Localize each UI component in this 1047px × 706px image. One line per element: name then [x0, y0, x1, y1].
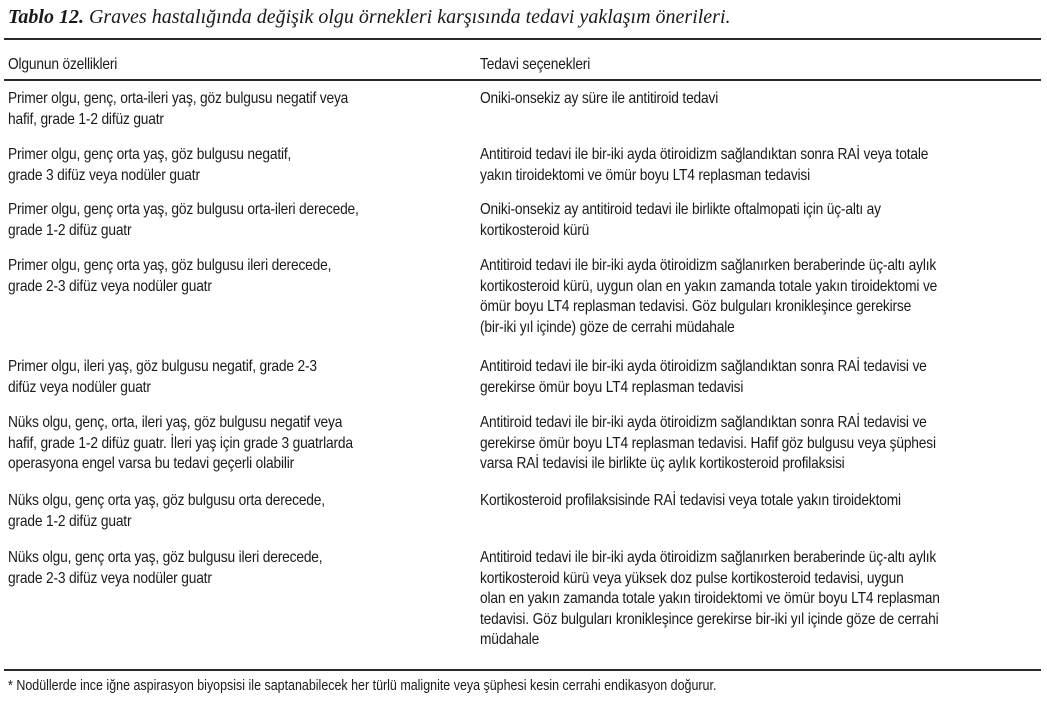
- cell-line: kortikosteroid kürü: [480, 221, 590, 239]
- cell-line: hafif, grade 1-2 difüz guatr. İleri yaş için grade 3 guatrlarda: [8, 434, 353, 452]
- cell-line: Antitiroid tedavi ile bir-iki ayda ötiroidizm sağlandıktan sonra RAİ veya totale: [480, 146, 929, 163]
- cell-line: Antitiroid tedavi ile bir-iki ayda ötiroidizm sağlanırken beraberinde üç-altı aylık: [480, 549, 937, 566]
- cell-line: olan en yakın zamanda totale yakın tiroidektomi ve ömür boyu LT4 replasman: [480, 590, 940, 607]
- treatment-cell: [480, 200, 881, 241]
- column-header-treatment: Tedavi seçenekleri: [480, 56, 591, 73]
- cell-line: varsa RAİ tedavisi ile birlikte üç aylık kortikosteroid profilaksisi: [480, 455, 845, 472]
- cell-line: yakın tiroidektomi ve ömür boyu LT4 replasman tedavisi: [480, 166, 811, 184]
- cell-line: Primer olgu, genç orta yaş, göz bulgusu ileri derecede,: [8, 257, 332, 274]
- case-cell: [8, 491, 325, 532]
- cell-line: ömür boyu LT4 replasman tedavisi. Göz bulguları kronikleşince gerekirse: [480, 298, 912, 315]
- cell-line: grade 2-3 difüz veya nodüler guatr: [8, 569, 212, 587]
- treatment-cell: [480, 256, 937, 338]
- treatment-cell: [480, 89, 718, 110]
- bottom-rule: [4, 669, 1041, 671]
- case-cell: [8, 413, 353, 475]
- cell-line: Nüks olgu, genç orta yaş, göz bulgusu ileri derecede,: [8, 549, 323, 566]
- cell-line: Primer olgu, genç orta yaş, göz bulgusu negatif,: [8, 146, 292, 163]
- case-cell: [8, 145, 291, 186]
- treatment-cell: [480, 548, 940, 651]
- footnote: * Nodüllerde ince iğne aspirasyon biyopsisi ile saptanabilecek her türlü malignite veya şüphesi kesin cerrahi endikasyon doğurur.: [8, 678, 717, 694]
- cell-line: kortikosteroid kürü, uygun olan en yakın zamanda totale yakın tiroidektomi ve: [480, 277, 938, 295]
- cell-line: Antitiroid tedavi ile bir-iki ayda ötiroidizm sağlanırken beraberinde üç-altı aylık: [480, 257, 937, 274]
- table-caption: [8, 4, 731, 30]
- cell-line: Oniki-onsekiz ay süre ile antitiroid tedavi: [480, 90, 719, 107]
- cell-line: grade 3 difüz veya nodüler guatr: [8, 166, 200, 184]
- treatment-cell: [480, 413, 936, 475]
- cell-line: operasyona engel varsa bu tedavi geçerli olabilir: [8, 455, 295, 472]
- cell-line: Nüks olgu, genç, orta, ileri yaş, göz bulgusu negatif veya: [8, 414, 343, 431]
- cell-line: tedavisi. Göz bulguları kronikleşince gerekirse bir-iki yıl içinde göze de cerrahi: [480, 610, 939, 628]
- case-cell: [8, 89, 348, 130]
- cell-line: müdahale: [480, 631, 540, 648]
- cell-line: hafif, grade 1-2 difüz guatr: [8, 110, 164, 128]
- case-cell: [8, 200, 359, 241]
- treatment-cell: [480, 145, 928, 186]
- cell-line: Antitiroid tedavi ile bir-iki ayda ötiroidizm sağlandıktan sonra RAİ tedavisi ve: [480, 358, 927, 375]
- cell-line: Kortikosteroid profilaksisinde RAİ tedavisi veya totale yakın tiroidektomi: [480, 492, 901, 509]
- cell-line: Primer olgu, genç, orta-ileri yaş, göz bulgusu negatif veya: [8, 90, 349, 107]
- cell-line: grade 1-2 difüz guatr: [8, 221, 132, 239]
- treatment-cell: [480, 491, 901, 512]
- top-rule: [4, 38, 1041, 40]
- treatment-cell: [480, 357, 927, 398]
- cell-line: Primer olgu, genç orta yaş, göz bulgusu orta-ileri derecede,: [8, 201, 359, 218]
- cell-line: grade 2-3 difüz veya nodüler guatr: [8, 277, 212, 295]
- table-number: Tablo 12.: [8, 6, 84, 28]
- cell-line: (bir-iki yıl içinde) göze de cerrahi müdahale: [480, 318, 735, 336]
- cell-line: Oniki-onsekiz ay antitiroid tedavi ile birlikte oftalmopati için üç-altı ay: [480, 201, 881, 218]
- cell-line: Primer olgu, ileri yaş, göz bulgusu negatif, grade 2-3: [8, 358, 317, 375]
- cell-line: Antitiroid tedavi ile bir-iki ayda ötiroidizm sağlandıktan sonra RAİ tedavisi ve: [480, 414, 927, 431]
- cell-line: kortikosteroid kürü veya yüksek doz pulse kortikosteroid tedavisi, uygun: [480, 569, 904, 587]
- cell-line: difüz veya nodüler guatr: [8, 378, 151, 396]
- case-cell: [8, 548, 322, 589]
- cell-line: gerekirse ömür boyu LT4 replasman tedavisi: [480, 378, 744, 396]
- case-cell: [8, 357, 317, 398]
- table-title: Graves hastalığında değişik olgu örnekleri karşısında tedavi yaklaşım önerileri.: [83, 6, 731, 28]
- case-cell: [8, 256, 331, 297]
- header-rule: [4, 79, 1041, 81]
- cell-line: Nüks olgu, genç orta yaş, göz bulgusu orta derecede,: [8, 492, 325, 509]
- cell-line: grade 1-2 difüz guatr: [8, 512, 132, 530]
- cell-line: gerekirse ömür boyu LT4 replasman tedavisi. Hafif göz bulgusu veya şüphesi: [480, 434, 936, 452]
- column-header-case: Olgunun özellikleri: [8, 56, 118, 73]
